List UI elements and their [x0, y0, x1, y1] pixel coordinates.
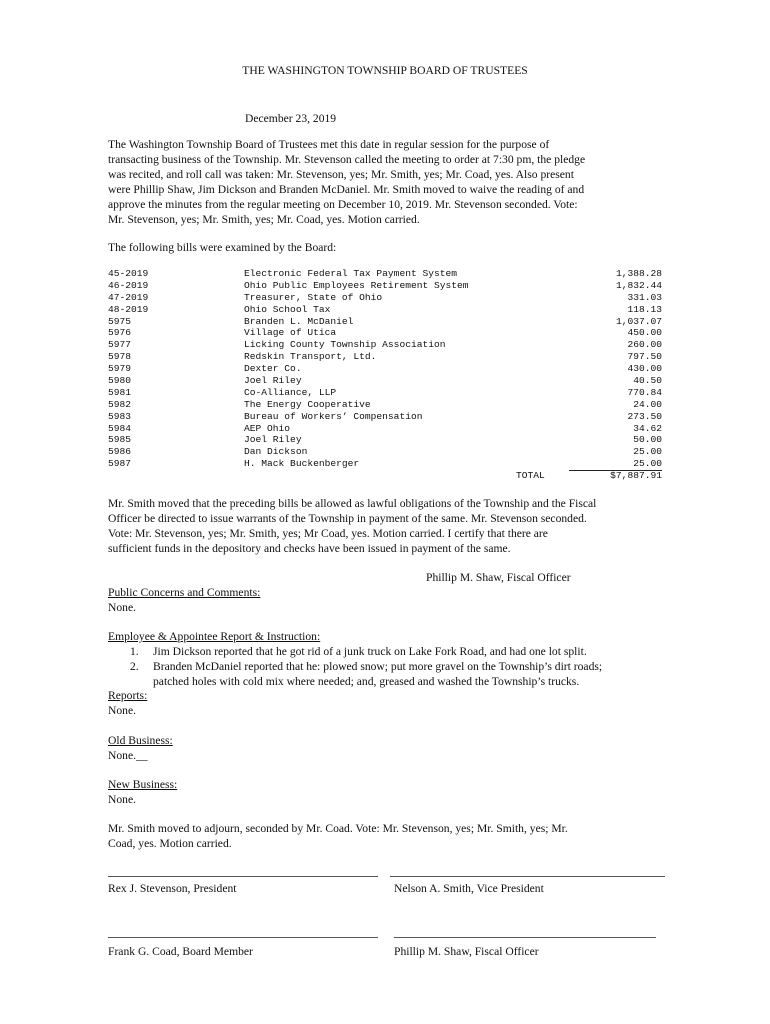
text-line: Mr. Stevenson, yes; Mr. Smith, yes; Mr. Coad, yes. Motion carried. [108, 213, 420, 226]
bill-amount: 430.00 [627, 363, 662, 375]
bill-payee: Electronic Federal Tax Payment System [244, 268, 458, 279]
table-row [108, 280, 668, 292]
old-business-heading: Old Business: [108, 734, 173, 747]
table-row [108, 387, 668, 399]
old-business-body: None.__ [108, 749, 148, 762]
bill-number: 48-2019 [108, 303, 149, 315]
table-row [108, 446, 668, 458]
reports-heading: Reports: [108, 689, 148, 702]
bill-number: 5986 [108, 446, 132, 458]
bill-number: 5983 [108, 410, 132, 422]
bill-number: 5984 [108, 422, 132, 434]
bill-amount: 50.00 [633, 434, 662, 446]
fiscal-officer-signature: Phillip M. Shaw, Fiscal Officer [426, 571, 571, 584]
bill-amount: 25.00 [633, 446, 662, 458]
total-row [108, 470, 668, 482]
bill-payee: AEP Ohio [244, 422, 291, 434]
text-line: Mr. Smith moved that the preceding bills be allowed as lawful obligations of the Township and the Fiscal [108, 497, 597, 510]
list-number: 1. [130, 645, 139, 658]
bill-amount: 450.00 [627, 327, 662, 339]
total-label: TOTAL [516, 470, 545, 482]
bill-amount: 260.00 [627, 339, 662, 351]
bill-payee: Ohio Public Employees Retirement System [244, 279, 469, 291]
table-row [108, 292, 668, 304]
text-line: Coad, yes. Motion carried. [108, 837, 232, 850]
signature-board-member: Frank G. Coad, Board Member [108, 945, 253, 958]
public-concerns-body: None. [108, 601, 137, 614]
text-line: sufficient funds in the depository and checks have been issued in payment of the same. [108, 542, 511, 555]
text-line: patched holes with cold mix where needed; and, greased and washed the Township’s trucks. [153, 675, 580, 688]
bill-payee: H. Mack Buckenberger [244, 458, 360, 470]
meeting-date: December 23, 2019 [245, 112, 337, 125]
bill-number: 47-2019 [108, 291, 149, 303]
new-business-body: None. [108, 793, 137, 806]
reports-body: None. [108, 704, 137, 717]
signature-vice-president: Nelson A. Smith, Vice President [394, 882, 544, 895]
adjourn-paragraph [108, 821, 708, 851]
bill-number: 5987 [108, 458, 132, 470]
table-row [108, 304, 668, 316]
list-item [108, 659, 728, 689]
table-row [108, 351, 668, 363]
bill-payee: Ohio School Tax [244, 303, 331, 315]
bill-amount: 1,388.28 [615, 268, 662, 279]
bill-amount: 1,832.44 [615, 279, 662, 291]
bill-payee: Village of Utica [244, 327, 337, 339]
bill-number: 5976 [108, 327, 132, 339]
bill-number: 5975 [108, 315, 132, 327]
bills-table [108, 268, 668, 482]
table-row [108, 434, 668, 446]
table-row [108, 316, 668, 328]
bill-payee: Licking County Township Association [244, 339, 446, 351]
text-line: was recited, and roll call was taken: Mr. Stevenson, yes; Mr. Smith, yes; Mr. Coad, yes. Also present [108, 168, 574, 181]
text-line: Vote: Mr. Stevenson, yes; Mr. Smith, yes; Mr Coad, yes. Motion carried. I certify that there are [108, 527, 548, 540]
intro-paragraph [108, 137, 708, 227]
signature-fiscal-officer: Phillip M. Shaw, Fiscal Officer [394, 945, 539, 958]
bill-amount: 34.62 [633, 422, 662, 434]
bill-amount: 1,037.07 [615, 315, 662, 327]
bill-amount: 24.00 [633, 398, 662, 410]
bill-payee: Branden L. McDaniel [244, 315, 354, 327]
signature-line [108, 876, 378, 877]
signature-line [108, 937, 378, 938]
bill-amount: 797.50 [627, 351, 662, 363]
table-row [108, 327, 668, 339]
document-title: THE WASHINGTON TOWNSHIP BOARD OF TRUSTEES [242, 64, 528, 77]
text-line: Officer be directed to issue warrants of the Township in payment of the same. Mr. Stevenson seconded. [108, 512, 587, 525]
table-row [108, 363, 668, 375]
table-row [108, 375, 668, 387]
public-concerns-heading: Public Concerns and Comments: [108, 586, 261, 599]
bill-payee: Joel Riley [244, 434, 302, 446]
text-line: were Phillip Shaw, Jim Dickson and Branden McDaniel. Mr. Smith moved to waive the reading of and [108, 183, 585, 196]
bill-payee: The Energy Cooperative [244, 398, 371, 410]
bills-motion-paragraph [108, 496, 708, 556]
bill-number: 46-2019 [108, 279, 149, 291]
list-item [108, 644, 728, 659]
bill-payee: Treasurer, State of Ohio [244, 291, 383, 303]
bill-payee: Joel Riley [244, 375, 302, 387]
bill-payee: Bureau of Workers’ Compensation [244, 410, 423, 422]
bill-amount: 40.50 [633, 375, 662, 387]
table-row [108, 399, 668, 411]
bill-number: 5978 [108, 351, 132, 363]
text-line: Jim Dickson reported that he got rid of a junk truck on Lake Fork Road, and had one lot split. [153, 645, 587, 658]
table-row [108, 411, 668, 423]
bill-number: 45-2019 [108, 268, 149, 279]
bill-number: 5980 [108, 375, 132, 387]
table-row [108, 268, 668, 280]
new-business-heading: New Business: [108, 778, 178, 791]
bill-payee: Redskin Transport, Ltd. [244, 351, 377, 363]
table-row [108, 458, 668, 470]
bill-payee: Dexter Co. [244, 363, 302, 375]
bill-number: 5982 [108, 398, 132, 410]
bill-number: 5985 [108, 434, 132, 446]
bill-amount: 25.00 [569, 458, 662, 471]
bill-number: 5979 [108, 363, 132, 375]
bill-number: 5981 [108, 386, 132, 398]
table-row [108, 423, 668, 435]
employee-report-heading: Employee & Appointee Report & Instruction: [108, 630, 321, 643]
bill-payee: Dan Dickson [244, 446, 308, 458]
bill-number: 5977 [108, 339, 132, 351]
bill-amount: 770.84 [627, 386, 662, 398]
text-line: The Washington Township Board of Trustees met this date in regular session for the purpose of [108, 138, 550, 151]
bill-amount: 118.13 [627, 303, 662, 315]
signature-line [394, 937, 656, 938]
text-line: approve the minutes from the regular meeting on December 10, 2019. Mr. Stevenson seconded. Vote: [108, 198, 578, 211]
bill-amount: 273.50 [627, 410, 662, 422]
signature-line [390, 876, 665, 877]
total-amount: $7,887.91 [610, 470, 662, 482]
bills-intro: The following bills were examined by the Board: [108, 241, 337, 254]
list-number: 2. [130, 660, 139, 673]
text-line: transacting business of the Township. Mr. Stevenson called the meeting to order at 7:30 pm, the pledge [108, 153, 586, 166]
bill-payee: Co-Alliance, LLP [244, 386, 337, 398]
bill-amount: 331.03 [627, 291, 662, 303]
table-row [108, 339, 668, 351]
employee-report-list [108, 644, 728, 689]
text-line: Branden McDaniel reported that he: plowed snow; put more gravel on the Township’s dirt roads; [153, 660, 603, 673]
text-line: Mr. Smith moved to adjourn, seconded by Mr. Coad. Vote: Mr. Stevenson, yes; Mr. Smith, yes; Mr. [108, 822, 568, 835]
signature-president: Rex J. Stevenson, President [108, 882, 237, 895]
